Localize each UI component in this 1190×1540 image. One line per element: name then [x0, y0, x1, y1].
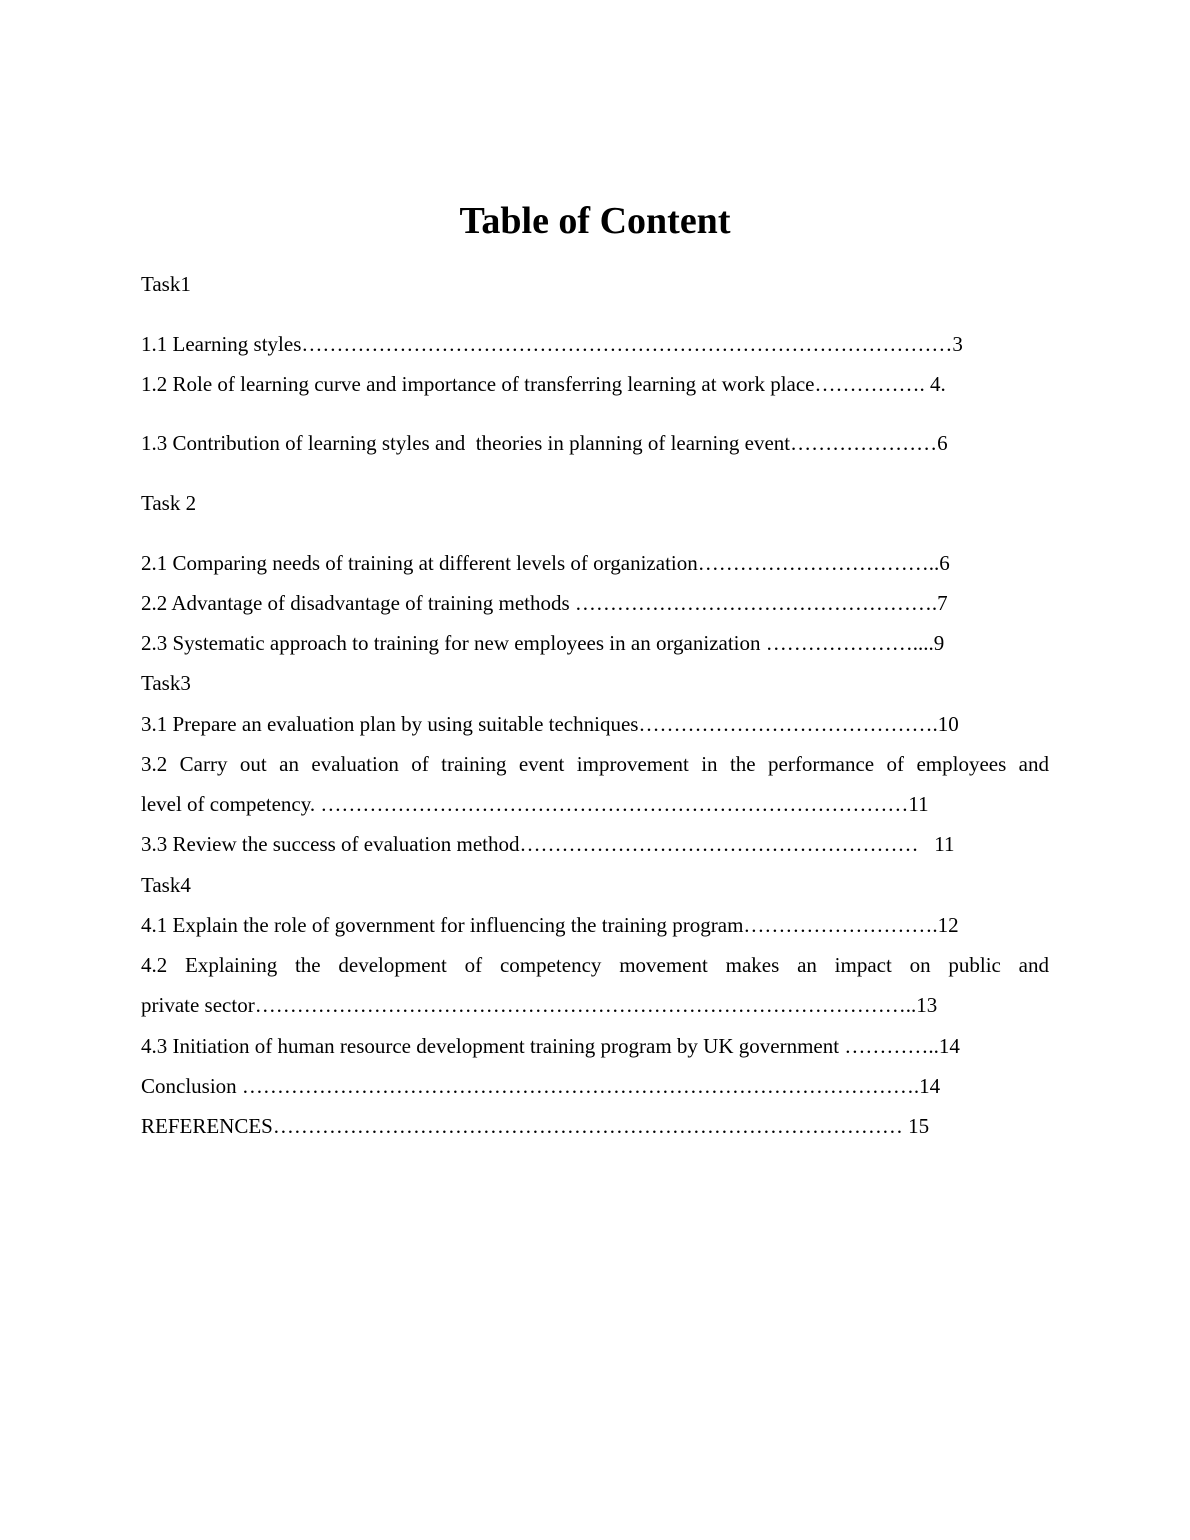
toc-heading-task1: Task1 [141, 272, 191, 296]
page-title: Table of Content [459, 200, 731, 242]
toc-entry-4-2-continued: private sector…………………………………………………………………………………..13 [141, 993, 938, 1017]
toc-entry-conclusion: Conclusion …………………………………………………………………………………….14 [141, 1074, 941, 1098]
toc-entry-3-2-continued: level of competency. …………………………………………………………………………11 [141, 792, 929, 816]
toc-entry-3-3: 3.3 Review the success of evaluation method………………………………………………… 11 [141, 832, 955, 856]
toc-entry-2-1: 2.1 Comparing needs of training at different levels of organization……………………………..6 [141, 551, 950, 575]
toc-entry-4-3: 4.3 Initiation of human resource development training program by UK government …………..14 [141, 1034, 960, 1058]
toc-entry-3-1: 3.1 Prepare an evaluation plan by using suitable techniques…………………………………….10 [141, 712, 959, 736]
toc-heading-task4: Task4 [141, 873, 191, 897]
toc-entry-3-2: 3.2 Carry out an evaluation of training event improvement in the performance of employees and [141, 752, 1049, 776]
toc-entry-1-3: 1.3 Contribution of learning styles and theories in planning of learning event…………………6 [141, 431, 948, 455]
toc-entry-4-2: 4.2 Explaining the development of competency movement makes an impact on public and [141, 953, 1049, 977]
toc-entry-2-2: 2.2 Advantage of disadvantage of training methods …………………………………………….7 [141, 591, 948, 615]
toc-heading-task2: Task 2 [141, 491, 197, 515]
toc-entry-2-3: 2.3 Systematic approach to training for new employees in an organization …………………....9 [141, 631, 945, 655]
toc-entry-4-1: 4.1 Explain the role of government for influencing the training program……………………….12 [141, 913, 959, 937]
toc-entry-1-2: 1.2 Role of learning curve and importance of transferring learning at work place……………. 4. [141, 372, 946, 396]
toc-heading-task3: Task3 [141, 671, 191, 695]
toc-entry-references: REFERENCES……………………………………………………………………………… 15 [141, 1114, 930, 1138]
toc-entry-1-1: 1.1 Learning styles…………………………………………………………………………………3 [141, 332, 963, 356]
